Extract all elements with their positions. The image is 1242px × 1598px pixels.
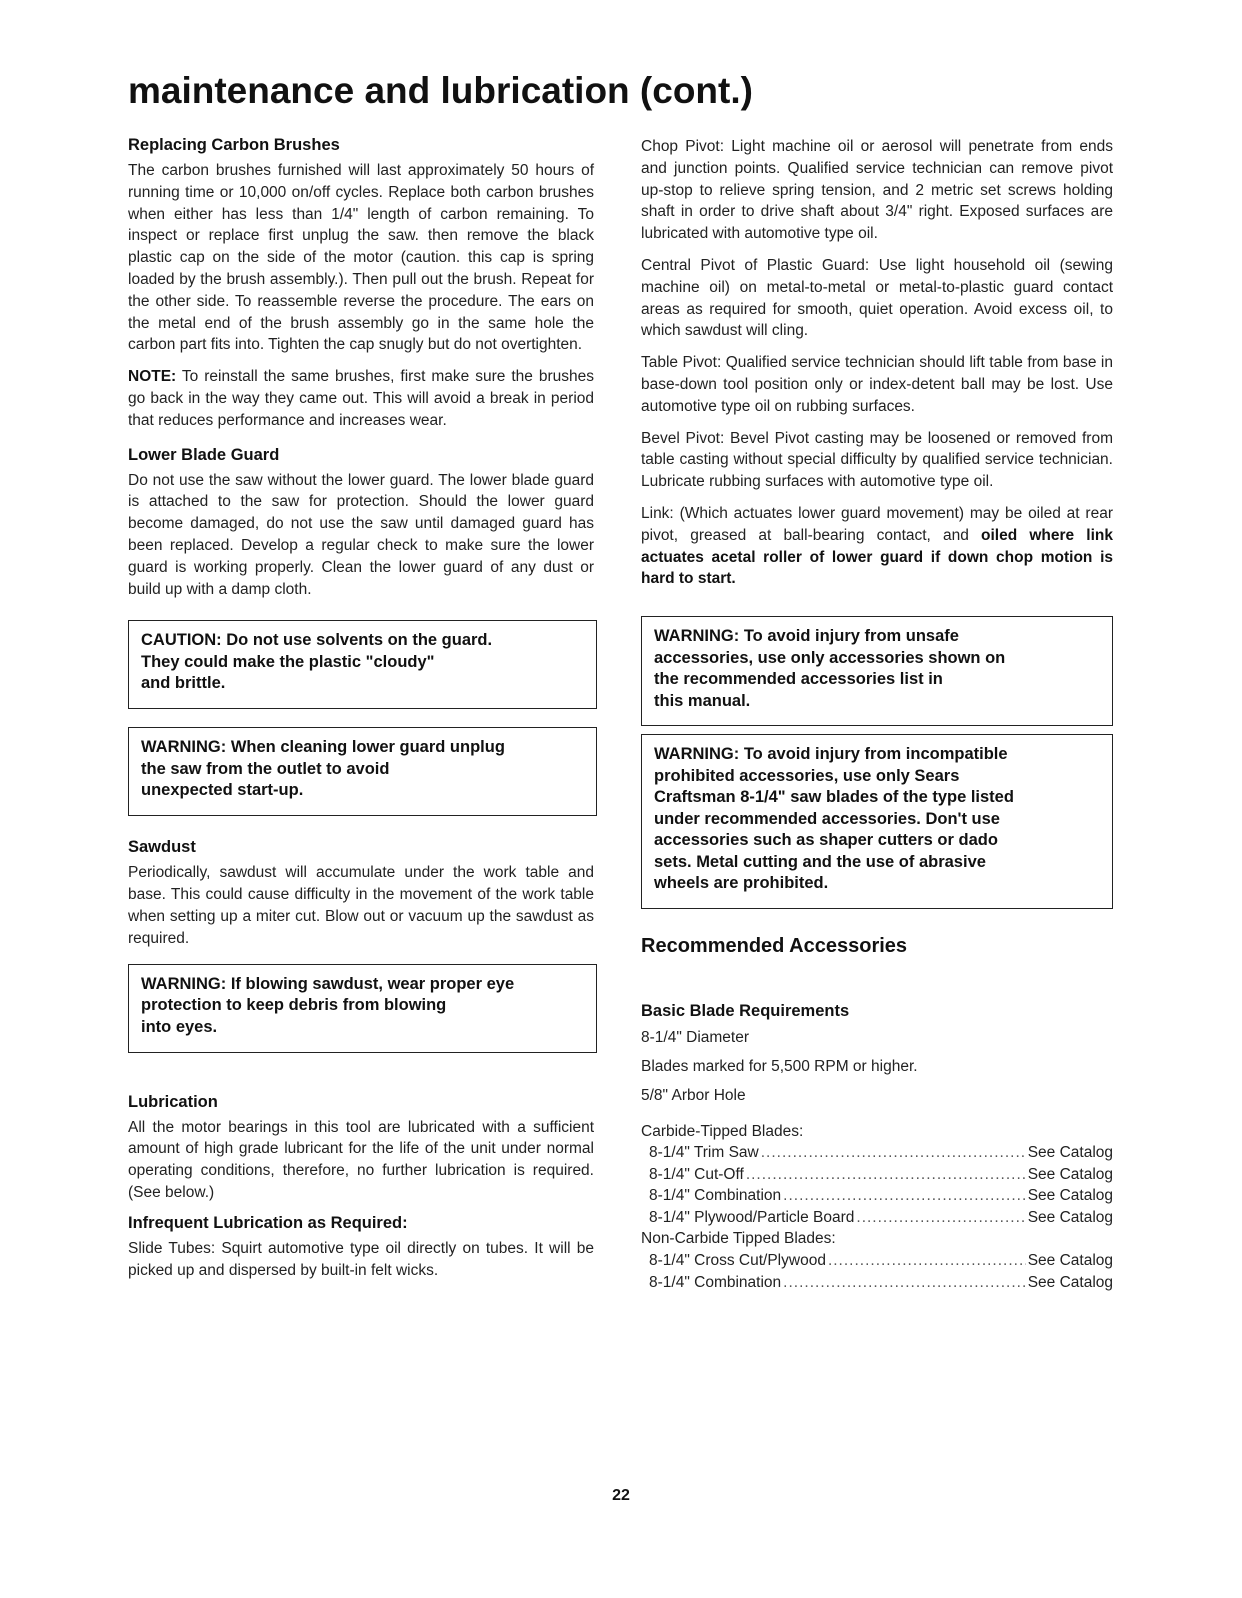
item-ref: See Catalog bbox=[1027, 1208, 1113, 1226]
brushes-heading: Replacing Carbon Brushes bbox=[128, 136, 340, 154]
right-column bbox=[641, 136, 1113, 1293]
item-name: 8-1/4" Trim Saw bbox=[649, 1144, 759, 1162]
item-name: 8-1/4" Plywood/Particle Board bbox=[649, 1208, 855, 1226]
link-paragraph bbox=[641, 503, 1113, 590]
accessories-heading: Recommended Accessories bbox=[641, 935, 908, 958]
note-text: To reinstall the same brushes, first make sure the brushes go back in the way they came out. This will avoid a break in period that reduces performance and increases wear. bbox=[128, 368, 594, 429]
warning-incompatible-box: WARNING: To avoid injury from incompatible prohibited accessories, use only Sears Craftsman 8-1/4" saw blades of the type listed under recommended accessories. Don't use accessories such as shaper cutters or dado sets. Metal cutting and the use of abrasive wheels are prohibited. bbox=[641, 734, 1113, 909]
chop-pivot-paragraph: Chop Pivot: Light machine oil or aerosol will penetrate from ends and junction points. Qualified service technician can remove pivot up-stop to relieve spring tension, and 2 metric set screws holding shaft in order to drive shaft about 3/4" right. Exposed surfaces are lubricated with automotive type oil. bbox=[641, 138, 1113, 243]
item-ref: See Catalog bbox=[1027, 1187, 1113, 1205]
item-ref: See Catalog bbox=[1027, 1165, 1113, 1183]
item-ref: See Catalog bbox=[1027, 1273, 1113, 1291]
item-name: 8-1/4" Combination bbox=[649, 1187, 782, 1205]
lubrication-paragraph: All the motor bearings in this tool are lubricated with a sufficient amount of high grade lubricant for the life of the unit under normal operating conditions, therefore, no further lubrication is required. (See below.) bbox=[128, 1118, 594, 1201]
slide-tubes-paragraph: Slide Tubes: Squirt automotive type oil directly on tubes. It will be picked up and dispersed by built-in felt wicks. bbox=[128, 1239, 594, 1279]
link-bold-text: oiled where link actuates acetal roller of lower guard if down chop motion is hard to start. bbox=[641, 526, 1113, 588]
list-item bbox=[641, 1272, 1113, 1294]
list-item bbox=[641, 1250, 1113, 1272]
brushes-paragraph: The carbon brushes furnished will last approximately 50 hours of running time or 10,000 on/off cycles. Replace both carbon brushes when either has less than 1/4" length of carbon remaining. To inspect or replace first unplug the saw. then remove the black plastic cap on the side of the motor (caution. this cap is spring loaded by the brush assembly.). Then pull out the brush. Repeat for the other side. To reassemble reverse the procedure. The ears on the metal end of the brush assembly go in the same hole the carbon part fits into. Tighten the cap snugly but do not overtighten. bbox=[128, 162, 594, 354]
warning-unplug-box: WARNING: When cleaning lower guard unplug the saw from the outlet to avoid unexpected start-up. bbox=[128, 727, 597, 816]
list-item bbox=[641, 1142, 1113, 1164]
sawdust-heading: Sawdust bbox=[128, 838, 196, 857]
lubrication-heading: Lubrication bbox=[128, 1092, 218, 1111]
warning-unsafe-box: WARNING: To avoid injury from unsafe accessories, use only accessories shown on the recommended accessories list in this manual. bbox=[641, 616, 1113, 726]
left-column bbox=[128, 136, 594, 1291]
infrequent-heading: Infrequent Lubrication as Required: bbox=[128, 1213, 408, 1232]
item-name: 8-1/4" Cross Cut/Plywood bbox=[649, 1252, 826, 1270]
item-name: 8-1/4" Cut-Off bbox=[649, 1165, 744, 1183]
basic-blade-heading: Basic Blade Requirements bbox=[641, 1002, 850, 1021]
noncarbide-label: Non-Carbide Tipped Blades: bbox=[641, 1230, 836, 1248]
list-item bbox=[641, 1164, 1113, 1186]
list-item bbox=[641, 1185, 1113, 1207]
item-ref: See Catalog bbox=[1027, 1144, 1113, 1162]
list-item bbox=[641, 1207, 1113, 1229]
item-ref: See Catalog bbox=[1027, 1252, 1113, 1270]
item-name: 8-1/4" Combination bbox=[649, 1273, 782, 1291]
page-title: maintenance and lubrication (cont.) bbox=[128, 70, 753, 111]
table-pivot-paragraph: Table Pivot: Qualified service technician should lift table from base in base-down tool position only or index-detent ball may be lost. Use automotive type oil on rubbing surfaces. bbox=[641, 354, 1113, 415]
caution-box: CAUTION: Do not use solvents on the guard. They could make the plastic "cloudy" and brittle. bbox=[128, 620, 597, 709]
bevel-pivot-paragraph: Bevel Pivot: Bevel Pivot casting may be loosened or removed from table casting without special difficulty by qualified service technician. Lubricate rubbing surfaces with automotive type oil. bbox=[641, 429, 1113, 491]
guard-heading: Lower Blade Guard bbox=[128, 445, 280, 464]
warning-eye-box: WARNING: If blowing sawdust, wear proper eye protection to keep debris from blowing into eyes. bbox=[128, 964, 597, 1053]
central-pivot-paragraph: Central Pivot of Plastic Guard: Use light household oil (sewing machine oil) on metal-to-metal or metal-to-plastic guard contact areas as required for smooth, quiet operation. Avoid excess oil, to which sawdust will cling. bbox=[641, 256, 1113, 340]
sawdust-paragraph: Periodically, sawdust will accumulate under the work table and base. This could cause difficulty in the movement of the work table when setting up a miter cut. Blow out or vacuum up the sawdust as required. bbox=[128, 864, 594, 947]
note-label: NOTE: bbox=[128, 368, 177, 386]
brushes-note bbox=[128, 366, 594, 431]
basic-line-rpm: Blades marked for 5,500 RPM or higher. bbox=[641, 1057, 918, 1075]
basic-line-arbor: 5/8" Arbor Hole bbox=[641, 1086, 746, 1104]
page-number: 22 bbox=[612, 1487, 630, 1504]
carbide-label: Carbide-Tipped Blades: bbox=[641, 1122, 804, 1140]
basic-line-diameter: 8-1/4" Diameter bbox=[641, 1029, 750, 1047]
guard-paragraph: Do not use the saw without the lower guard. The lower blade guard is attached to the saw for protection. Should the lower guard become damaged, do not use the saw until damaged guard has been replaced. Develop a regular check to make sure the lower guard is working properly. Clean the lower guard of any dust or build up with a damp cloth. bbox=[128, 471, 594, 598]
link-text: Link: (Which actuates lower guard movement) may be oiled at rear pivot, greased at ball-bearing contact, and bbox=[641, 504, 1113, 544]
